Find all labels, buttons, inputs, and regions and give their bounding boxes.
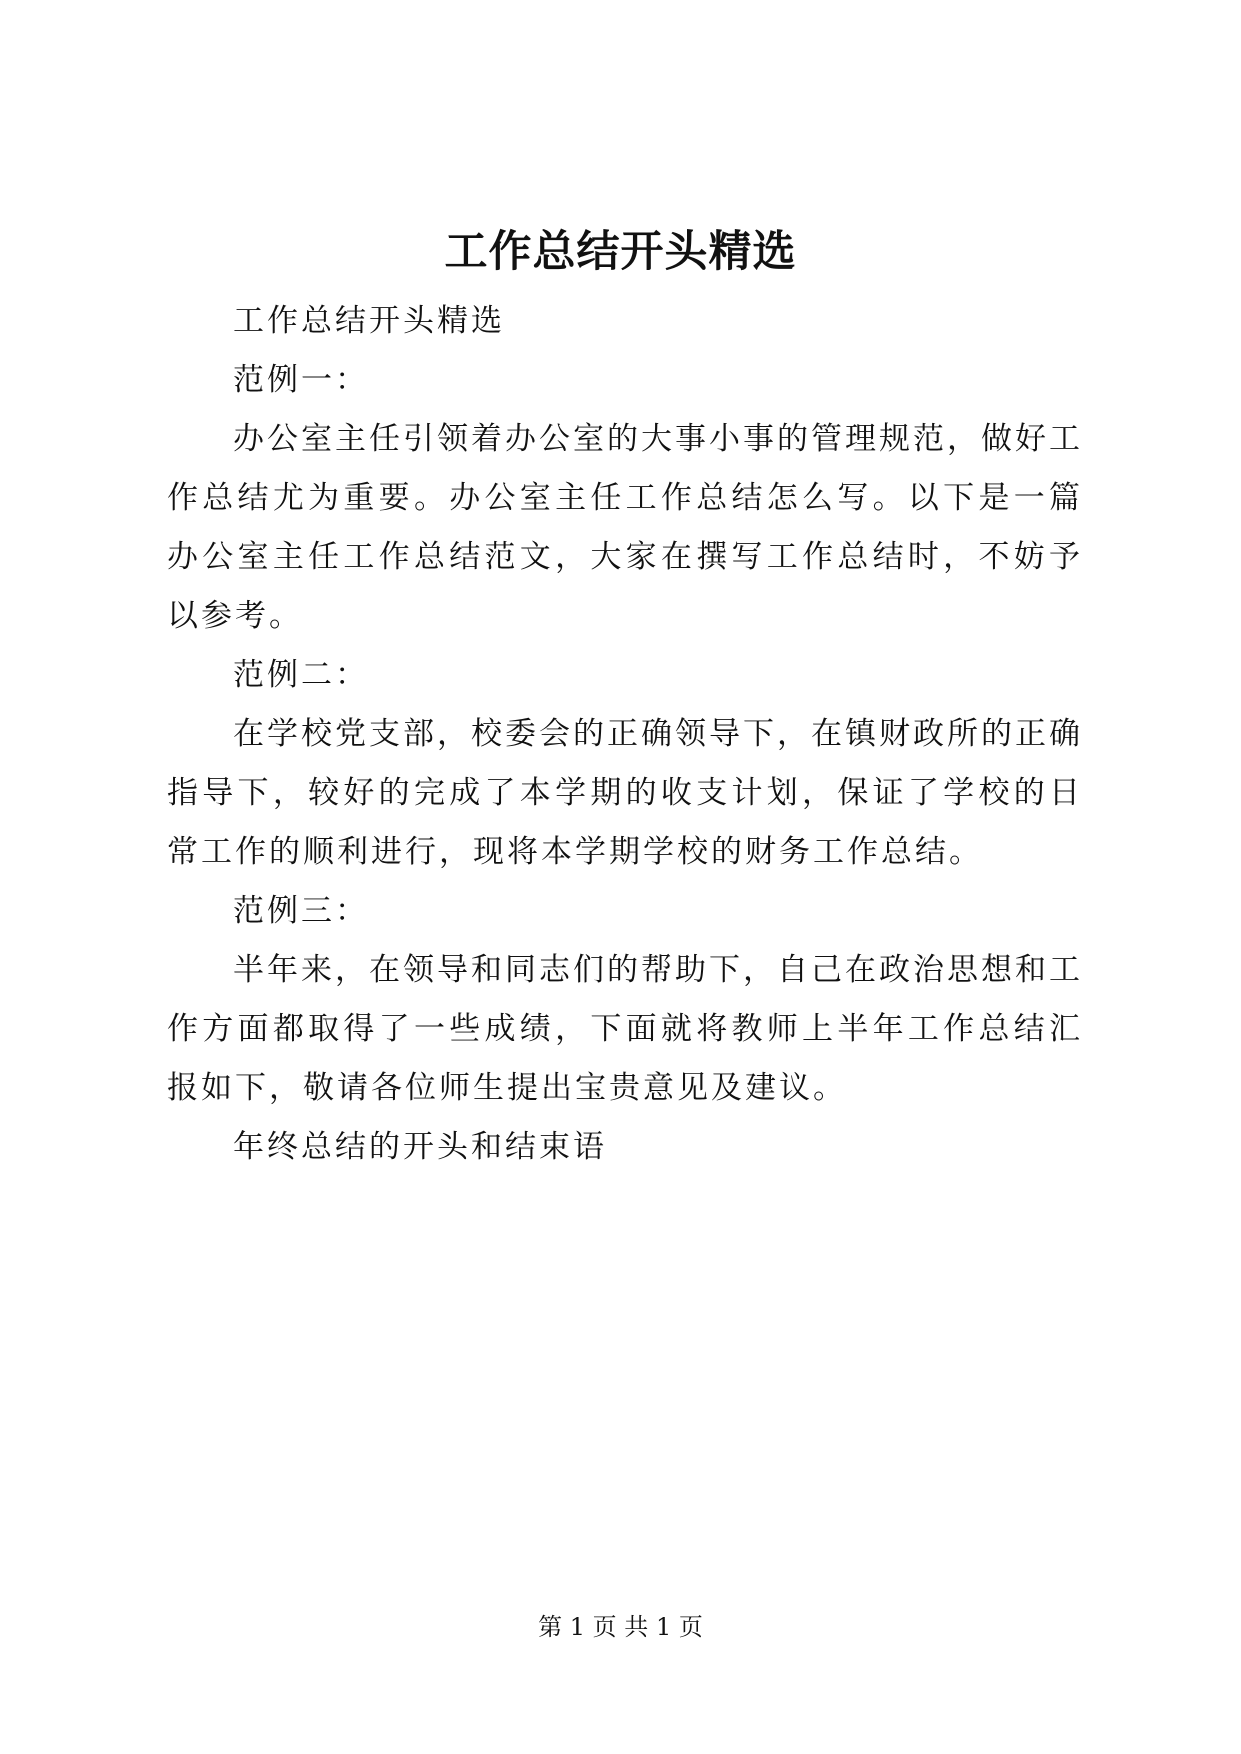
document-title: 工作总结开头精选 [444, 227, 797, 277]
example-3-text: 半年来，在领导和同志们的帮助下，自己在政治思想和工作方面都取得了一些成绩，下面就将教师上半年工作总结汇报如下，敬请各位师生提出宝贵意见及建议。 [167, 952, 1083, 1106]
subtitle-paragraph: 工作总结开头精选 [233, 303, 505, 339]
example-1-heading: 范例一： [233, 362, 369, 398]
example-2-heading: 范例二： [233, 657, 369, 693]
example-2-text: 在学校党支部，校委会的正确领导下，在镇财政所的正确指导下，较好的完成了本学期的收支计划，保证了学校的日常工作的顺利进行，现将本学期学校的财务工作总结。 [167, 716, 1083, 870]
document-body [167, 292, 1083, 1177]
example-3-heading: 范例三： [233, 893, 369, 929]
example-1-text: 办公室主任引领着办公室的大事小事的管理规范，做好工作总结尤为重要。办公室主任工作总结怎么写。以下是一篇办公室主任工作总结范文，大家在撰写工作总结时，不妨予以参考。 [167, 421, 1083, 634]
page-footer: 第 1 页 共 1 页 [538, 1613, 703, 1641]
closing-paragraph: 年终总结的开头和结束语 [233, 1129, 607, 1165]
